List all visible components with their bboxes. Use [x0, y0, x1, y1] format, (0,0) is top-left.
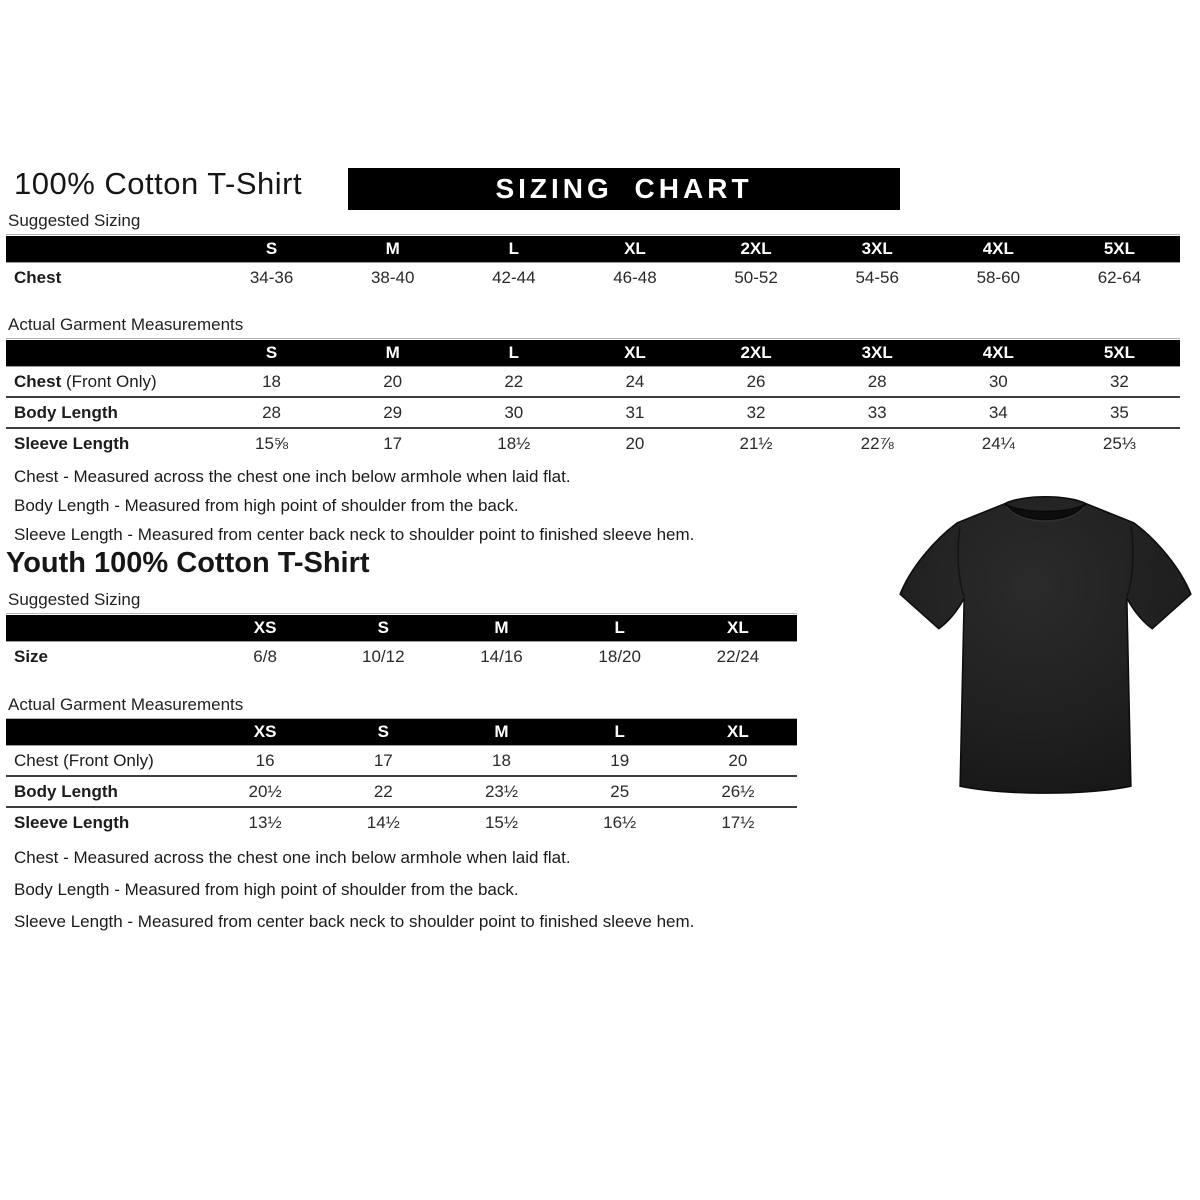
table-cell-value: 24¼ [938, 427, 1059, 458]
table-cell-value: 22⅞ [817, 427, 938, 458]
table-cell-value: 14/16 [480, 647, 523, 666]
table-row-label: Chest (Front Only) [14, 751, 154, 770]
table-cell-value: 17 [332, 427, 453, 458]
table-cell-value: 34-36 [249, 268, 294, 287]
table-header-size: L [561, 615, 679, 642]
note-chest: Chest - Measured across the chest one inch below armhole when laid flat. [14, 848, 571, 867]
table-cell-value: 25⅓ [1059, 427, 1180, 458]
black-tshirt-image [893, 488, 1198, 806]
table-cell-value: 15⅝ [211, 427, 332, 458]
table-cell-value: 22/24 [716, 647, 760, 666]
table-row-label: Sleeve Length [6, 427, 211, 458]
table-cell-value: 31 [574, 396, 695, 427]
table-header-size: 4XL [938, 340, 1059, 367]
note-body-length: Body Length - Measured from high point of shoulder from the back. [14, 880, 519, 899]
table-header-size: S [324, 719, 442, 746]
table-header-corner [6, 719, 206, 746]
sizing-chart-banner: SIZING CHART [348, 168, 900, 210]
table-header-size: L [561, 719, 679, 746]
table-header-size: M [332, 236, 453, 263]
note-sleeve-length: Sleeve Length - Measured from center back neck to shoulder point to finished sleeve hem. [14, 912, 695, 931]
table-cell-value: 25 [561, 775, 679, 806]
table-cell-value: 20 [728, 751, 748, 770]
table-header-size: S [211, 236, 332, 263]
table-header-size: XS [206, 719, 324, 746]
table-header-size: 3XL [817, 236, 938, 263]
table-cell-value: 22 [324, 775, 442, 806]
adult-actual-measurements-table [6, 340, 1180, 458]
table-cell-value: 6/8 [253, 647, 277, 666]
table-header-size: 2XL [696, 236, 817, 263]
table-cell-value: 13½ [206, 806, 324, 837]
adult-actual-measurements-label: Actual Garment Measurements [6, 315, 1180, 339]
table-row-label: Size [14, 647, 49, 666]
youth-suggested-sizing-label: Suggested Sizing [6, 590, 797, 614]
youth-measurement-notes [14, 842, 694, 938]
youth-section-title: Youth 100% Cotton T-Shirt [6, 547, 370, 579]
table-header-corner [6, 615, 206, 642]
table-cell-value: 50-52 [734, 268, 778, 287]
table-cell-value: 33 [817, 396, 938, 427]
table-cell-value: 18½ [453, 427, 574, 458]
adult-suggested-sizing-table [6, 236, 1180, 292]
table-cell-value: 18 [262, 372, 282, 391]
table-header-size: L [453, 340, 574, 367]
table-header-size: M [332, 340, 453, 367]
table-cell-value: 28 [211, 396, 332, 427]
youth-actual-measurements-table [6, 719, 797, 837]
table-header-size: 4XL [938, 236, 1059, 263]
table-header-size: XL [574, 236, 695, 263]
table-cell-value: 26½ [679, 775, 797, 806]
table-cell-value: 16 [255, 751, 275, 770]
table-row-label: Chest [14, 268, 62, 287]
table-cell-value: 21½ [696, 427, 817, 458]
table-cell-value: 20 [383, 372, 403, 391]
table-cell-value: 32 [696, 396, 817, 427]
table-header-size: XL [574, 340, 695, 367]
table-cell-value: 17 [373, 751, 393, 770]
table-row-label: Body Length [6, 396, 211, 427]
table-header-size: M [442, 615, 560, 642]
table-cell-value: 35 [1059, 396, 1180, 427]
table-header-size: 5XL [1059, 236, 1180, 263]
adult-suggested-sizing-label: Suggested Sizing [6, 211, 1180, 235]
table-cell-value: 10/12 [362, 647, 405, 666]
table-cell-value: 30 [453, 396, 574, 427]
table-cell-value: 14½ [324, 806, 442, 837]
table-header-size: 3XL [817, 340, 938, 367]
table-cell-value: 38-40 [370, 268, 415, 287]
table-cell-value: 62-64 [1097, 268, 1142, 287]
table-header-size: XS [206, 615, 324, 642]
note-body-length: Body Length - Measured from high point of shoulder from the back. [14, 496, 519, 515]
adult-section-title: 100% Cotton T-Shirt [14, 166, 303, 201]
table-cell-value: 18/20 [598, 647, 641, 666]
table-cell-value: 23½ [442, 775, 560, 806]
table-header-size: S [211, 340, 332, 367]
table-cell-value: 20 [574, 427, 695, 458]
table-header-size: L [453, 236, 574, 263]
table-row-label: Chest (Front Only) [14, 372, 157, 391]
note-chest: Chest - Measured across the chest one inch below armhole when laid flat. [14, 467, 571, 486]
table-header-size: S [324, 615, 442, 642]
table-cell-value: 22 [504, 372, 524, 391]
table-row-label: Body Length [6, 775, 206, 806]
table-cell-value: 16½ [561, 806, 679, 837]
table-cell-value: 34 [938, 396, 1059, 427]
note-sleeve-length: Sleeve Length - Measured from center back neck to shoulder point to finished sleeve hem. [14, 525, 695, 544]
table-cell-value: 19 [610, 751, 630, 770]
table-header-size: M [442, 719, 560, 746]
table-cell-value: 15½ [442, 806, 560, 837]
table-header-size: 5XL [1059, 340, 1180, 367]
table-cell-value: 26 [746, 372, 766, 391]
table-header-size: XL [679, 719, 797, 746]
table-header-size: 2XL [696, 340, 817, 367]
adult-measurement-notes [14, 462, 694, 549]
youth-suggested-sizing-table [6, 615, 797, 671]
table-cell-value: 42-44 [492, 268, 536, 287]
table-cell-value: 58-60 [976, 268, 1021, 287]
table-cell-value: 17½ [679, 806, 797, 837]
table-cell-value: 46-48 [613, 268, 657, 287]
table-header-corner [6, 340, 211, 367]
table-cell-value: 32 [1109, 372, 1129, 391]
table-cell-value: 28 [867, 372, 887, 391]
table-cell-value: 20½ [206, 775, 324, 806]
table-row-label: Sleeve Length [6, 806, 206, 837]
youth-actual-measurements-label: Actual Garment Measurements [6, 695, 797, 719]
table-header-corner [6, 236, 211, 263]
table-header-size: XL [679, 615, 797, 642]
table-cell-value: 54-56 [855, 268, 899, 287]
table-cell-value: 24 [625, 372, 645, 391]
table-cell-value: 30 [988, 372, 1008, 391]
table-cell-value: 18 [492, 751, 511, 770]
tshirt-body-shape [900, 497, 1191, 793]
table-cell-value: 29 [332, 396, 453, 427]
